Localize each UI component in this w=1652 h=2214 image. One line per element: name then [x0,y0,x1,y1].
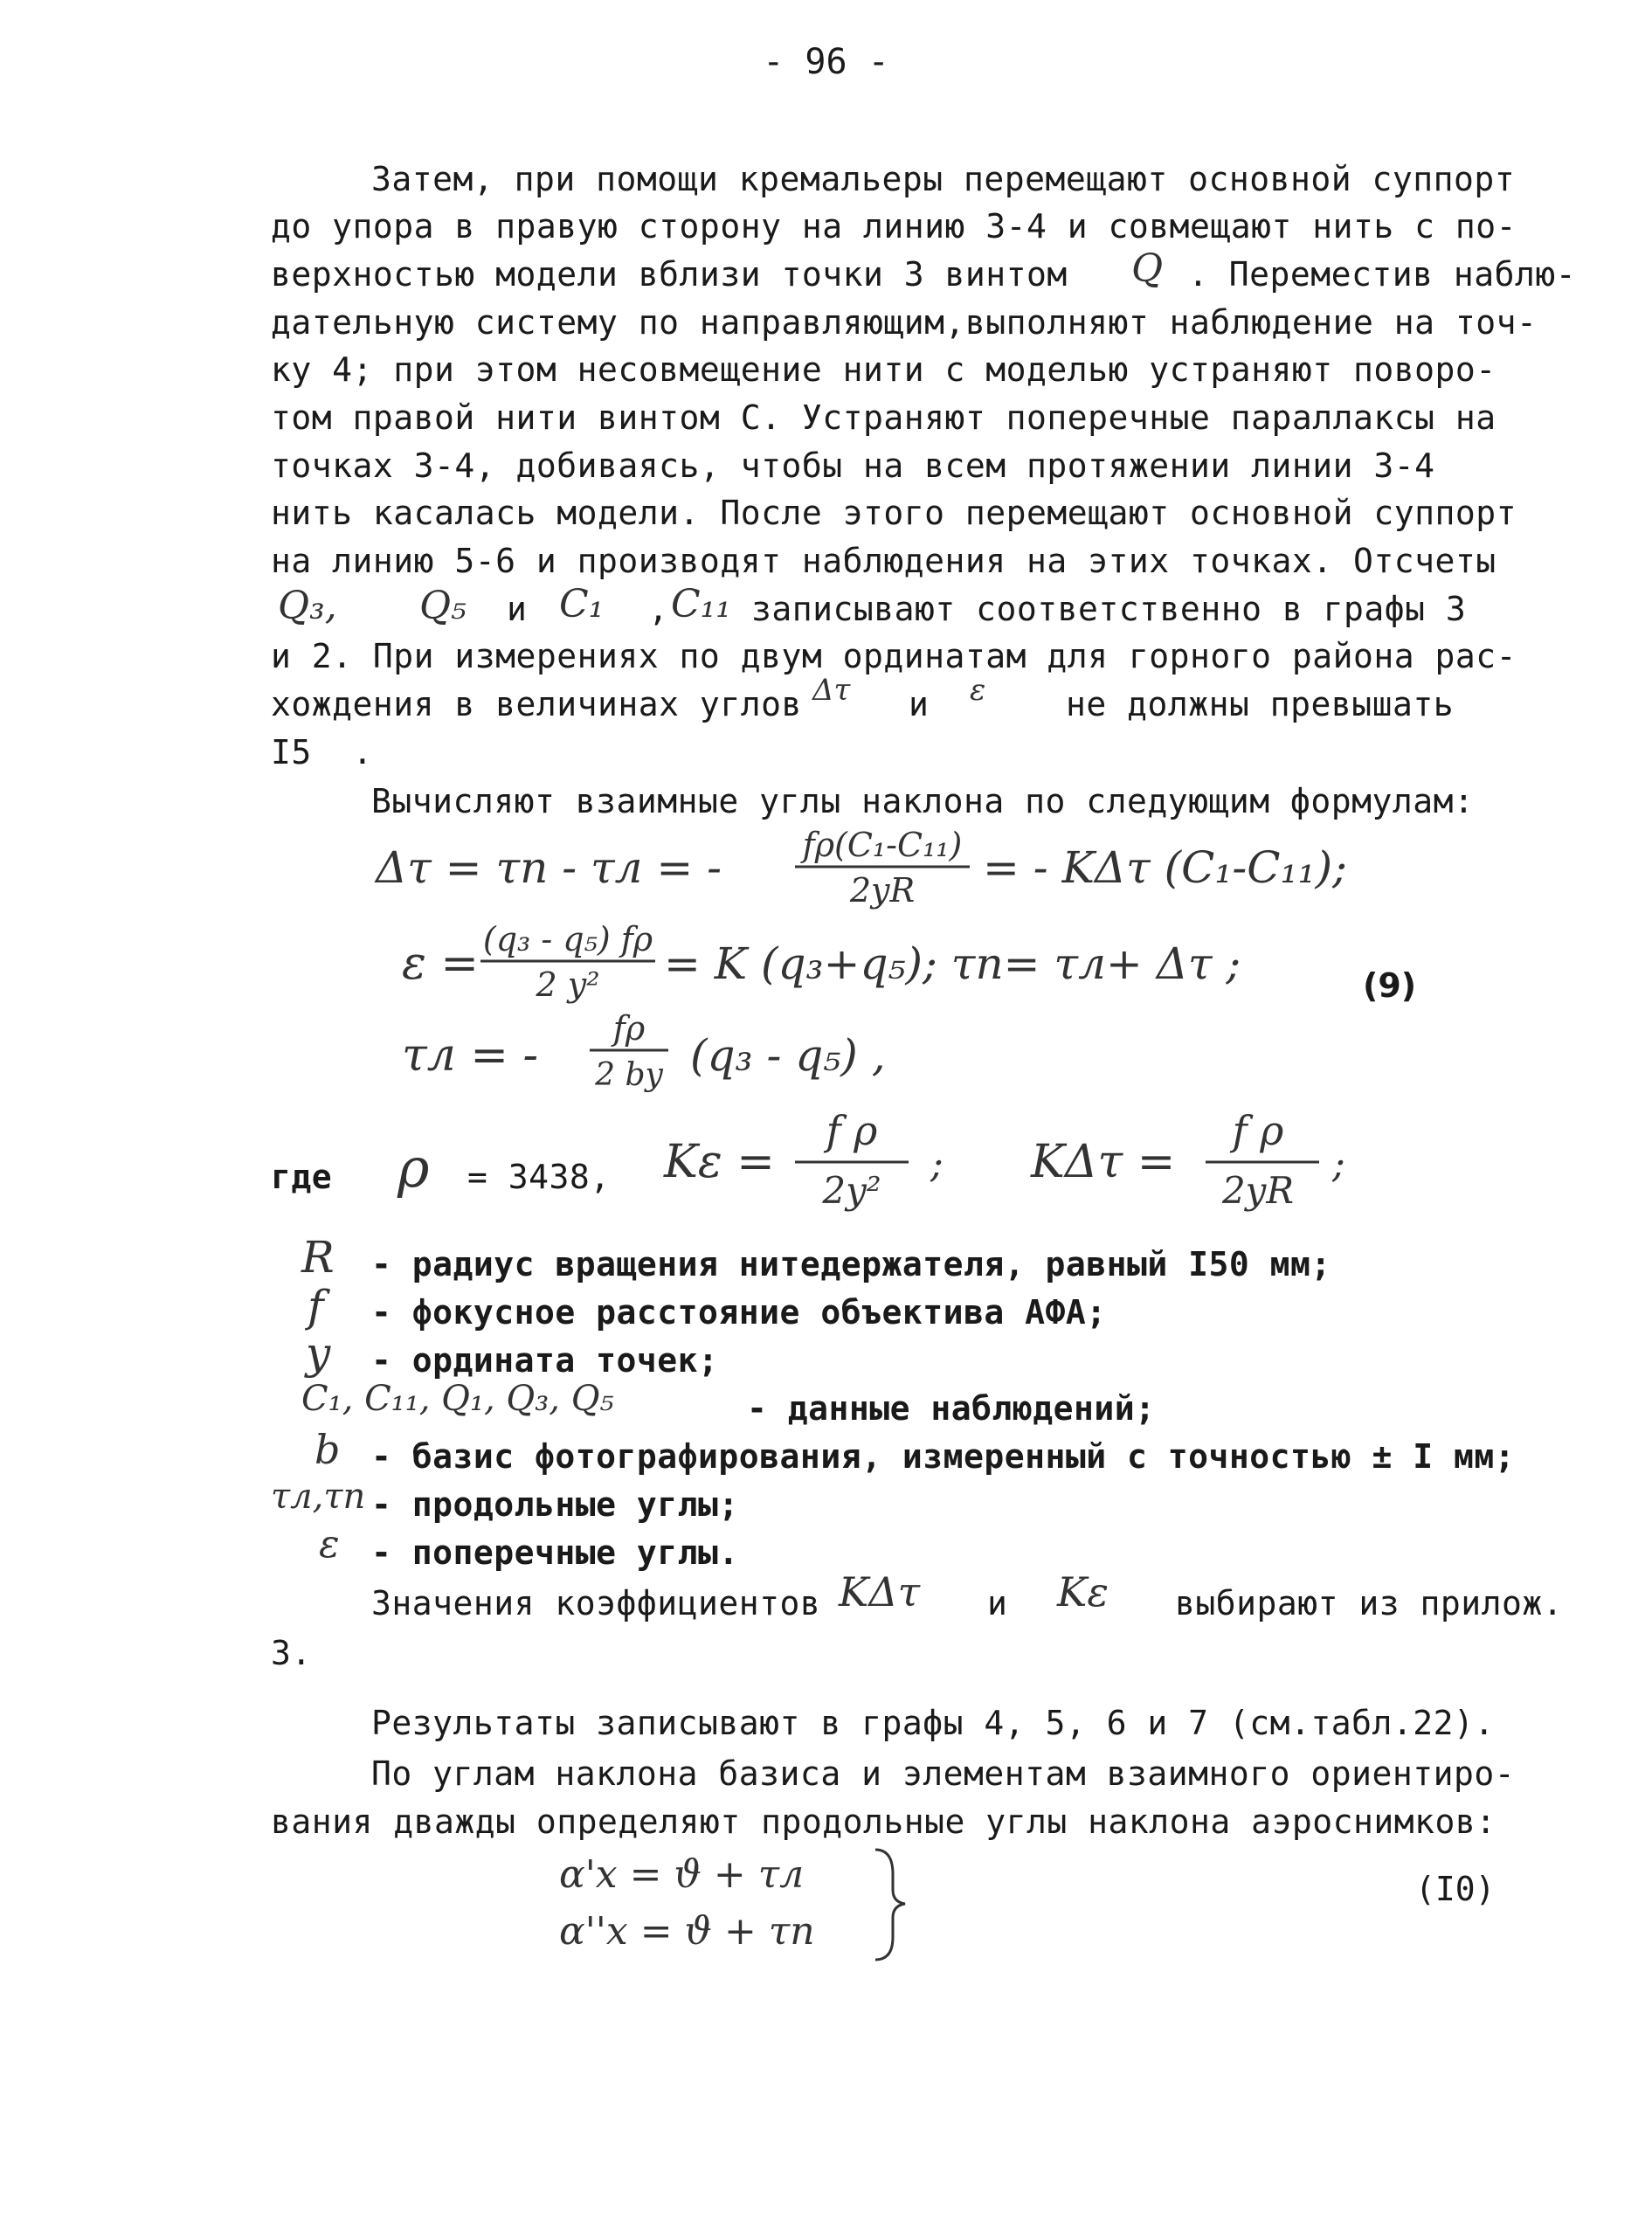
handwritten-symbol: ε [319,1522,340,1567]
formula-9-line1-numerator: fρ(C₁-C₁₁) [802,826,963,864]
text-line: и 2. При измерениях по двум ординатам для горного района рас- [271,637,1517,675]
handwritten-symbol: C₁ [559,582,605,626]
text-line: Затем, при помощи кремальеры перемещают основной суппорт [371,160,1516,198]
k-dtau-left: KΔτ = [1031,1136,1176,1188]
text-line: I5 . [271,733,373,771]
definition-line: - ордината точек; [371,1341,719,1380]
k-eps-separator: ; [930,1142,944,1187]
right-brace [875,1850,905,1960]
k-eps-numerator: f ρ [826,1107,878,1154]
definition-line: - поперечные углы. [371,1533,739,1572]
page-number: - 96 - [763,42,889,82]
formula-10 [550,1839,944,1970]
k-eps-denominator: 2y² [822,1169,881,1212]
where-label: где [271,1158,333,1196]
text-line: нить касалась модели. После этого перемещают основной суппорт [271,494,1517,532]
formula-9 [367,821,1459,1110]
handwritten-symbol: f [308,1281,324,1332]
text-line: дательную систему по направляющим,выполняют наблюдение на точ- [271,303,1538,342]
handwritten-symbol: Q₅ [419,584,467,628]
handwritten-symbol: b [315,1426,341,1473]
handwritten-symbol: C₁₁ [671,582,731,626]
formula-10-line2: α''x = ϑ + τп [559,1909,815,1954]
formula-9-line2-numerator: (q₃ - q₅) fρ [482,920,653,958]
k-eps-left: Kε = [664,1136,775,1188]
handwritten-symbol: Q₃, [278,584,337,628]
formula-9-line3-left: τл = - [402,1029,539,1082]
text-line: на линию 5-6 и производят наблюдения на этих точках. Отсчеты [271,542,1496,580]
text-line: По углам наклона базиса и элементам взаимного ориентиро- [371,1754,1516,1793]
formula-9-line3-numerator: fρ [612,1009,646,1048]
handwritten-symbol: ρ [397,1136,430,1200]
text-line: до упора в правую сторону на линию 3-4 и совмещают нить с по- [271,207,1517,246]
handwritten-symbol: C₁, C₁₁, Q₁, Q₃, Q₅ [301,1379,614,1419]
formula-9-line3-denominator: 2 by [595,1057,663,1093]
text-line: и [507,590,528,628]
text-line: выбирают из прилож. [1175,1584,1564,1622]
formula-9-line1-right: = - KΔτ (C₁-C₁₁); [983,842,1347,893]
k-dtau-separator: ; [1332,1142,1345,1187]
definition-line: - фокусное расстояние объектива АФА; [371,1293,1107,1332]
rho-value: = 3438, [467,1158,611,1196]
coefficient-formulas [655,1097,1372,1228]
text-line: Результаты записывают в графы 4, 5, 6 и 7 (см.табл.22). [371,1704,1495,1742]
handwritten-symbol: Q [1131,246,1164,291]
handwritten-symbol: Kε [1057,1568,1109,1616]
k-dtau-denominator: 2yR [1221,1169,1295,1212]
definition-line: - радиус вращения нитедержателя, равный I50 мм; [371,1245,1331,1283]
handwritten-symbol: ε [970,673,986,708]
definition-line: - данные наблюдений; [747,1389,1156,1428]
handwritten-symbol: Δτ [812,673,851,708]
text-line: , [648,590,669,628]
formula-9-line3-right: (q₃ - q₅) , [690,1030,886,1081]
handwritten-symbol: R [301,1232,335,1283]
definition-line: - базис фотографирования, измеренный с точностью ± I мм; [371,1437,1516,1476]
text-line: Вычисляют взаимные углы наклона по следующим формулам: [371,782,1475,820]
text-line: Значения коэффициентов [371,1584,821,1622]
text-line: записывают соответственно в графы 3 [751,590,1467,628]
formula-9-line1-denominator: 2yR [849,871,916,910]
text-line: том правой нити винтом С. Устраняют поперечные параллаксы на [271,398,1496,437]
text-line: хождения в величинах углов [271,685,802,723]
text-line: 3. [271,1634,312,1672]
definition-line: - продольные углы; [371,1485,739,1524]
formula-9-line1-left: Δτ = τп - τл = - [376,842,722,893]
formula-10-line1: α'x = ϑ + τл [559,1852,805,1897]
handwritten-symbol: y [306,1328,331,1379]
text-line: ку 4; при этом несовмещение нити с моделью устраняют поворо- [271,350,1496,389]
text-line: и [987,1584,1008,1622]
text-line: не должны превышать [1066,685,1455,723]
text-line: и [909,685,930,723]
handwritten-symbol: τл,τп [271,1477,366,1517]
k-dtau-numerator: f ρ [1232,1107,1284,1154]
equation-number: (I0) [1415,1870,1496,1908]
formula-9-line2-right: = K (q₃+q₅); τп= τл+ Δτ ; [664,938,1241,989]
text-line: вания дважды определяют продольные углы наклона аэроснимков: [271,1802,1496,1841]
handwritten-symbol: KΔτ [839,1568,921,1616]
equation-number: (9) [1363,966,1417,1005]
text-line: точках 3-4, добиваясь, чтобы на всем протяжении линии 3-4 [271,446,1435,485]
formula-9-line2-left: ε = [402,937,480,990]
formula-9-line2-denominator: 2 y² [536,965,600,1004]
text-line: верхностью модели вблизи точки 3 винтом [271,255,1068,294]
text-line: . Переместив наблю- [1188,255,1577,294]
